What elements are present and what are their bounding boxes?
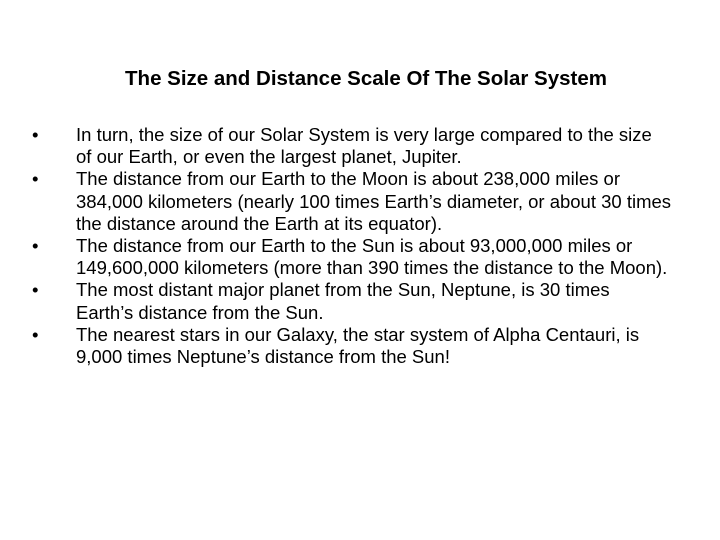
bullet-item (32, 279, 672, 323)
bullet-item (32, 235, 672, 279)
bullet-item (32, 168, 672, 235)
bullet-text: The distance from our Earth to the Moon is about 238,000 miles or 384,000 kilometers (nearly 100 times Earth’s diameter, or about 30 times the distance around the Earth at its equator). (76, 168, 672, 234)
bullet-icon: • (32, 323, 39, 345)
bullet-text: The nearest stars in our Galaxy, the star system of Alpha Centauri, is 9,000 times Neptune’s distance from the Sun! (76, 323, 640, 368)
bullet-icon: • (32, 168, 39, 190)
bullet-text: In turn, the size of our Solar System is very large compared to the size of our Earth, or even the largest planet, Jupiter. (76, 124, 652, 168)
bullet-item (32, 324, 672, 368)
slide-title: The Size and Distance Scale Of The Solar System (125, 67, 607, 90)
bullet-text: The distance from our Earth to the Sun is about 93,000,000 miles or 149,600,000 kilometers (more than 390 times the distance to the Moon). (76, 235, 668, 279)
bullet-icon: • (32, 235, 39, 257)
bullet-icon: • (32, 124, 39, 145)
bullet-list (32, 124, 672, 368)
bullet-icon: • (32, 279, 39, 301)
bullet-item (32, 124, 672, 168)
bullet-text: The most distant major planet from the Sun, Neptune, is 30 times Earth’s distance from the Sun. (76, 279, 610, 323)
